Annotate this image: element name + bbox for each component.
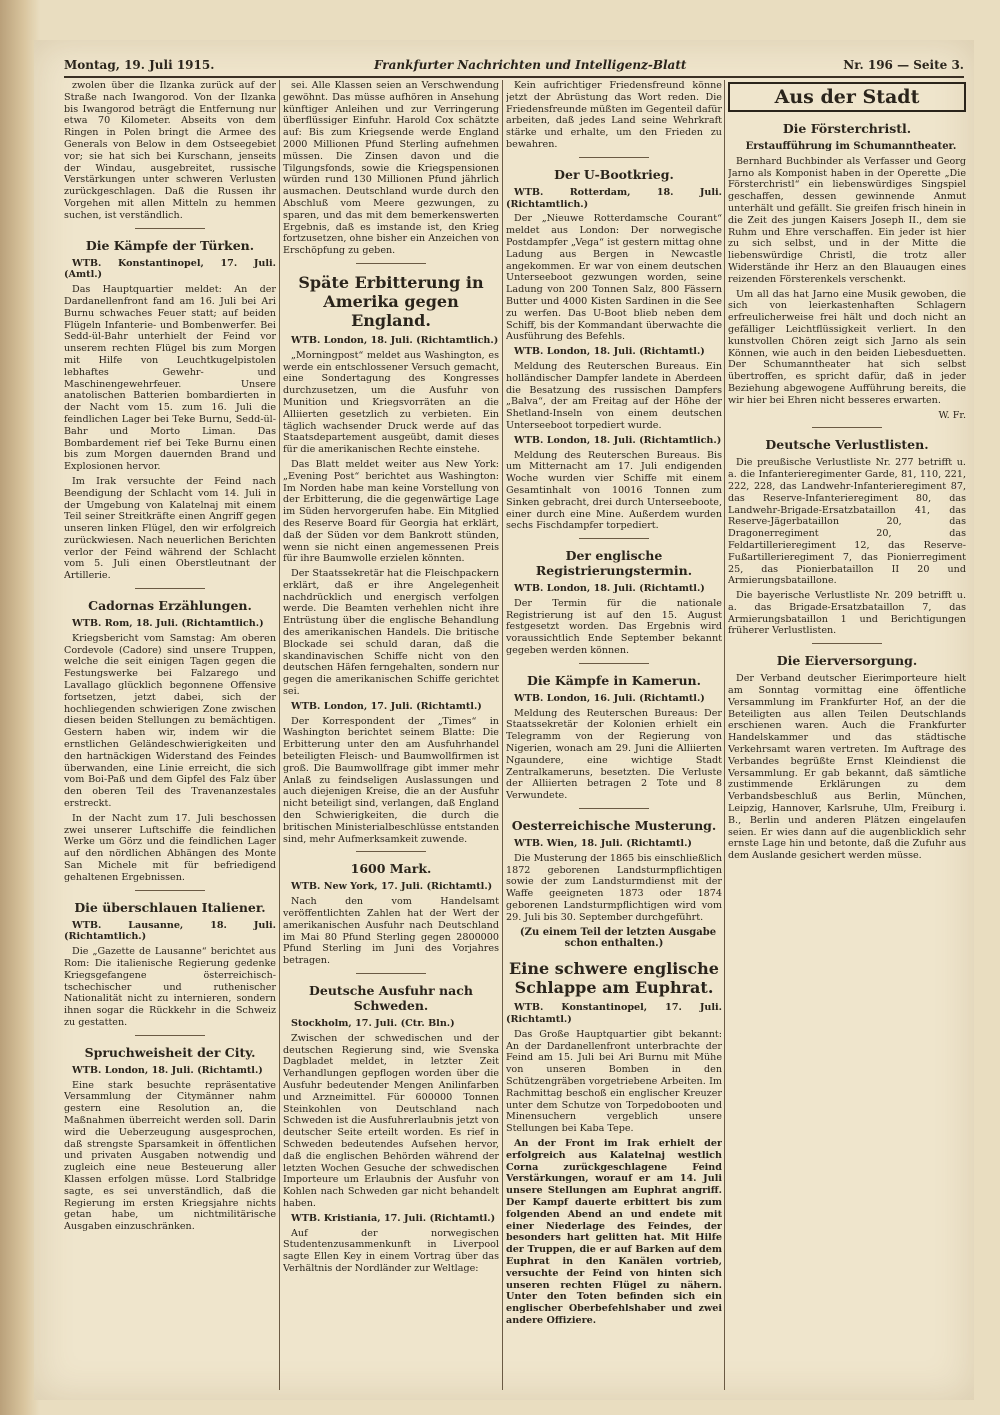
editorial-note: (Zu einem Teil der letzten Ausgabe schon enthalten.) (519, 926, 717, 950)
separator (812, 427, 882, 428)
article-text: Kriegsbericht vom Samstag: Am oberen Cordevole (Cadore) sind unsere Truppen, welche die seit einigen Tagen gegen die Festungswerke bei Falzarego und Lavallago glücklich begonnene Offensive fortsetzen, jetzt dabei, sich der hochliegenden schwierigen Zone zwischen diesen beiden Stellungen zu bemächtigen. Gestern haben wir, indem wir die ernstlichen Geländeschwierigkeiten und den hartnäckigen Widerstand des Feindes überwanden, eine Linie erreicht, die sich vom Boi-Paß und dem Gipfel des Falz über den oberen Teil des Travenanzestales erstreckt. (64, 632, 276, 810)
article-text: Der „Nieuwe Rotterdamsche Courant“ meldet aus London: Der norwegische Postdampfer „Vega“ ist gestern mittag ohne Ladung aus Bergen in Newcastle angekommen. Er war von einem deutschen Unterseeboot gezwungen worden, seine Ladung von 200 Tonnen Salz, 800 Fässern Butter und 4000 Kisten Sardinen in die See zu werfen. Das U-Boot blieb neben dem Schiff, bis der Kommandant überwachte die Ausführung des Befehls. (506, 213, 722, 343)
column-2 (283, 80, 499, 1395)
article-heading: Der englische Registrierungstermin. (535, 548, 693, 579)
dateline: WTB. London, 18. Juli. (Richtamtlich.) (514, 434, 722, 446)
separator (135, 588, 205, 589)
column-4 (728, 80, 966, 1395)
article-text: Auf der norwegischen Studentenzusammenkunft in Liverpool sagte Ellen Key in einem Vortrag über das Verhältnis der Nordländer zur Weltlage: (283, 1227, 499, 1274)
page-header (64, 58, 964, 78)
separator (812, 643, 882, 644)
article-heading: Späte Erbitterung in Amerika gegen England. (298, 272, 484, 330)
article-heading: Spruchweisheit der City. (84, 1044, 256, 1060)
article-text: In der Nacht zum 17. Juli beschossen zwei unserer Luftschiffe die feindlichen Werke um Görz und die feindlichen Lager auf den nördlichen Abhängen des Monte San Michele mit für befriedigend gehaltenen Ergebnissen. (64, 812, 276, 883)
dateline: WTB. Rotterdam, 18. Juli. (Richtamtlich.) (506, 186, 722, 210)
dateline: WTB. London, 18. Juli. (Richtamtl.) (514, 346, 705, 358)
article-text: „Morningpost“ meldet aus Washington, es werde ein entschlossener Versuch gemacht, eine Sondertagung des Kongresses durchzusetzen, um die Ausfuhr von Munition und Kriegsvorräten an die Alliierten gesetzlich zu verbieten. Ein täglich wachsender Druck werde auf das Staatsdepartement ausgeübt, damit dieses für die amerikanischen Rechte einstehe. (283, 349, 499, 456)
header-date: Montag, 19. Juli 1915. (64, 58, 215, 72)
dateline: WTB. Rom, 18. Juli. (Richtamtlich.) (72, 618, 264, 630)
section-box-title: Aus der Stadt (728, 82, 966, 112)
dateline: WTB. London, 18. Juli. (Richtamtl.) (72, 1064, 263, 1076)
separator (356, 263, 426, 264)
column-rule (279, 80, 280, 1390)
separator (356, 851, 426, 852)
dateline: WTB. London, 17. Juli. (Richtamtl.) (291, 700, 482, 712)
article-heading: Die Eierversorgung. (776, 653, 918, 669)
article-text: Um all das hat Jarno eine Musik gewoben, die sich von leierkastenhaften Schlagern erfreulicherweise frei hält und doch nicht an gefälliger Leichtflüssigkeit verliert. In den kunstvollen Chören zeigt sich Jarno als sein Können, wie auch in den beiden Liebesduetten. Der Schumanntheater hat sich selbst übertroffen, es spricht dafür, daß in jeder Beziehung abgewogene Aufführung bereits, die wir hier bei Ehren nicht besseres erwarten. (728, 288, 966, 406)
article-text: An der Front im Irak erhielt der erfolgreich aus Kalatelnaj westlich Corna zurückgeschlagene Feind Verstärkungen, worauf er am 14. Juli unsere Stellungen am Euphrat angriff. Der Kampf dauerte erbittert bis zum folgenden Abend an und endete mit einer Niederlage des Feindes, der besonders hart gelitten hat. Mit Hilfe der Truppen, die er auf Barken auf dem Euphrat in den Kanälen vortrieb, versuchte der Feind von hinten sich unseren rechten Flügel zu nähern. Unter den Toten befinden sich ein englischer Oberbefehlshaber und zwei andere Offiziere. (506, 1137, 722, 1326)
separator (135, 1035, 205, 1036)
article-heading: 1600 Mark. (350, 861, 432, 877)
column-rule (724, 80, 725, 1390)
separator (579, 808, 649, 809)
article-heading: Die Kämpfe in Kamerun. (527, 672, 701, 688)
dateline: WTB. London, 18. Juli. (Richtamtlich.) (291, 334, 499, 346)
article-text: Meldung des Reuterschen Bureaus: Der Staatssekretär der Kolonien erhielt ein Telegramm von der Regierung von Nigerien, wonach am 29. Juni die Alliierten Ngaundere, eine wichtige Stadt Zentralkameruns, besetzten. Die Verluste der Alliierten betragen 2 Tote und 8 Verwundete. (506, 707, 722, 802)
article-text: Bernhard Buchbinder als Verfasser und Georg Jarno als Komponist haben in der Operette „Die Försterchristl“ ein liebenswürdiges Singspiel geschaffen, dessen gewinnende Anmut unterhält und gefällt. Sie greifen frisch hinein in die Zeit des jungen Kaisers Joseph II., dem sie Ruhm und Ehre verschaffen. Ein jeder ist hier zu sich selbst, und in der Mitte die liebenswürdige Christl, die trotz aller Widerstände ihr Herz an den Blauaugen eines reizenden Försterenkels verschenkt. (728, 155, 966, 285)
article-text: Die „Gazette de Lausanne“ berichtet aus Rom: Die italienische Regierung gedenke Kriegsgefangene österreichisch-tschechischer und ruthenischer Nationalität nicht zu internieren, sondern ihnen sogar die Rückkehr in die Schweiz zu gestatten. (64, 946, 276, 1028)
dateline: Stockholm, 17. Juli. (Ctr. Bln.) (291, 1018, 455, 1029)
separator (579, 157, 649, 158)
dateline: WTB. New York, 17. Juli. (Richtamtl.) (291, 881, 493, 893)
article-text: Das Blatt meldet weiter aus New York: „Evening Post“ berichtet aus Washington: Im Norden habe man keine Vorstellung von der Erbitterung, die die gegenwärtige Lage im Süden hervorgerufen habe. Ein Mitglied des Reserve Board für Georgia hat erklärt, daß der Süden vor dem Bankrott stünden, wenn sie nicht einen angemessenen Preis für ihre Baumwolle erzielen könnten. (283, 458, 499, 565)
article-text: zwolen über die Ilzanka zurück auf der Straße nach Iwangorod. Von der Ilzanka bis Iwangorod beträgt die Entfernung nur etwa 70 Kilometer. Abseits von dem Ringen in Polen bringt die Armee des Generals von Below in dem Ostseegebiet vor; sie hat sich bei Kurschann, jenseits der Windau, ausgebreitet, russische Verstärkungen unter schweren Verlusten zurückgeschlagen. Daß die Russen ihr Vorgehen mit allen Mitteln zu hemmen suchen, ist verständlich. (64, 80, 276, 221)
article-heading: Oesterreichische Musterung. (511, 818, 717, 834)
article-text: Der Termin für die nationale Registrierung ist auf den 15. August festgesetzt worden. Das Ergebnis wird voraussichtlich Ende September bekannt gegeben werden können. (506, 597, 722, 657)
article-text: Eine stark besuchte repräsentative Versammlung der Citymänner nahm gestern eine Resolution an, die Maßnahmen überreicht werden soll. Darin wird die Ueberzeugung ausgesprochen, daß strengste Sparsamkeit in öffentlichen und privaten Ausgaben notwendig und zugleich eine neue Besteuerung aller Klassen erfolgen müsse. Lord Stalbridge sagte, es sei unverständlich, daß die Regierung im ersten Kriegsjahre nichts getan habe, um nichtmilitärische Ausgaben einzuschränken. (64, 1079, 276, 1233)
column-rule (502, 80, 503, 1390)
dateline: WTB. Konstantinopel, 17. Juli. (Amtl.) (64, 257, 276, 281)
article-text: Zwischen der schwedischen und der deutschen Regierung sind, wie Svenska Dagbladet meldet, in letzter Zeit Verhandlungen gepflogen worden über die Ausfuhr bedeutender Mengen Anilinfarben und Arzneimittel. Für 600000 Tonnen Steinkohlen von Deutschland nach Schweden ist die Ausfuhrerlaubnis jetzt von deutscher Seite erteilt worden. Es rief in Schweden bedeutendes Aufsehen hervor, daß die englischen Behörden während der letzten Wochen Gesuche der schwedischen Importeure um Erlaubnis der Ausfuhr von Kohlen nach Schweden gar nicht behandelt haben. (283, 1032, 499, 1209)
article-heading: Die Kämpfe der Türken. (85, 237, 255, 253)
article-text: Die bayerische Verlustliste Nr. 209 betrifft u. a. das Brigade-Ersatzbataillon 7, das Armierungsbataillon 1 und Berichtigungen früherer Verlustlisten. (728, 590, 966, 637)
column-3 (506, 80, 722, 1395)
article-subheading: Erstaufführung im Schumanntheater. (745, 141, 957, 152)
article-text: Der Korrespondent der „Times“ in Washington berichtet seinem Blatte: Die Erbitterung unter den am Ausfuhrhandel beteiligten Fleisch- und Baumwollfirmen ist groß. Die Baumwollfrage gibt immer mehr Anlaß zu feindseligen Auslassungen und auch diejenigen Kreise, die an der Ausfuhr nicht beteiligt sind, verlangen, daß England den Schwierigkeiten, die durch die britischen Ministerialbeschlüsse entstanden sind, mehr Aufmerksamkeit zuwende. (283, 715, 499, 845)
column-1 (64, 80, 276, 1395)
article-text: Die preußische Verlustliste Nr. 277 betrifft u. a. die Infanterieregimenter Garde, 81, 110, 221, 222, 228, das Landwehr-Infanterieregiment 87, das Reserve-Infanterieregiment 80, das Landwehr-Brigade-Ersatzbataillon 41, das Reserve-Jägerbataillon 20, das Dragonerregiment 20, das Feldartillerieregiment 12, das Reserve-Fußartillerieregiment 7, das Pionierregiment 25, das Pionierbataillon II 20 und Armierungsbataillone. (728, 457, 966, 587)
dateline: WTB. London, 16. Juli. (Richtamtl.) (514, 692, 705, 704)
article-text: Nach den vom Handelsamt veröffentlichten Zahlen hat der Wert der amerikanischen Ausfuhr nach Deutschland im Mai 80 Pfund Sterling gegen 2800000 Pfund Sterling im Juni des Vorjahres betragen. (283, 896, 499, 967)
author-signature: W. Fr. (938, 409, 966, 421)
separator (135, 228, 205, 229)
header-page-number: Nr. 196 — Seite 3. (843, 58, 964, 72)
separator (356, 973, 426, 974)
dateline: WTB. Konstantinopel, 17. Juli. (Richtamtl.) (506, 1002, 722, 1026)
separator (579, 538, 649, 539)
article-heading: Deutsche Verlustlisten. (765, 437, 929, 453)
article-text: Kein aufrichtiger Friedensfreund könne jetzt der Abrüstung das Wort reden. Die Friedensfreunde müßten im Gegenteil dafür arbeiten, daß jedes Land seine Wehrkraft stärke und erhalte, um den Frieden zu bewahren. (506, 80, 722, 150)
article-text: Die Musterung der 1865 bis einschließlich 1872 geborenen Landsturmpflichtigen sowie der zum Landsturmdienst mit der Waffe geeigneten 1873 oder 1874 geborenen Landsturmpflichtigen wird vom 29. Juli bis 30. September durchgeführt. (506, 852, 722, 923)
article-heading: Eine schwere englische Schlappe am Euphrat. (509, 959, 719, 998)
article-text: Das Große Hauptquartier gibt bekannt: An der Dardanellenfront unterbrachte der Feind am 15. Juli bei Ari Burnu mit Mühe von unseren Bomben in den Schützengräben vorgetriebene Arbeiten. Im Rachmittag beschoß ein englischer Kreuzer unter dem Schutze von Torpedobooten und Minensuchern vergeblich unsere Stellungen bei Kaba Tepe. (506, 1028, 722, 1135)
dateline: WTB. London, 18. Juli. (Richtamtl.) (514, 583, 705, 595)
dateline: WTB. Lausanne, 18. Juli. (Richtamtlich.) (64, 919, 276, 943)
article-heading: Der U-Bootkrieg. (554, 166, 674, 182)
article-text: Meldung des Reuterschen Bureaus. Ein holländischer Dampfer landete in Aberdeen die Besatzung des russischen Dampfers „Balva“, der am Freitag auf der Höhe der Shetland-Inseln von einem deutschen Unterseeboot torpediert wurde. (506, 360, 722, 431)
article-text: Das Hauptquartier meldet: An der Dardanellenfront fand am 16. Juli bei Ari Burnu schwaches Feuer statt; auf beiden Flügeln Infanterie- und Bombenwerfer. Bei Sedd-ül-Bahr unterhielt der Feind vor unserem rechten Flügel bis zum Morgen mit Hilfe von Leuchtkugelpistolen lebhaftes Gewehr- und Maschinengewehrfeuer. Unsere anatolischen Batterien bombardierten in der Nacht vom 15. zum 16. Juli die feindlichen Lager bei Teke Burnu, Sedd-ül-Bahr und Morto Liman. Das Bombardement rief bei Teke Burnu einen bis zum Morgen dauernden Brand und Explosionen hervor. (64, 284, 276, 473)
article-heading: Die überschlauen Italiener. (74, 899, 266, 915)
article-heading: Cadornas Erzählungen. (88, 598, 252, 614)
separator (135, 890, 205, 891)
article-heading: Deutsche Ausfuhr nach Schweden. (309, 983, 473, 1013)
article-text: Im Irak versuchte der Feind nach Beendigung der Schlacht vom 14. Juli in der Umgebung von Kalatelnaj mit einem Teil seiner Streitkräfte einen Angriff gegen unseren linken Flügel, den wir erfolgreich zurückwiesen. Nach neuerlichen Berichten verlor der Feind während der Schlacht vom 5. Juli einen Oberstleutnant der Artillerie. (64, 475, 276, 582)
article-heading: Die Försterchristl. (782, 121, 912, 136)
article-text: Der Staatssekretär hat die Fleischpackern erklärt, daß er ihre Angelegenheit nachdrücklich und energisch verfolgen werde. Die Beamten verhehlen nicht ihre Entrüstung über die englische Behandlung des amerikanischen Handels. Die britische Blockade sei schuld daran, daß die skandinavischen Schiffe nicht von den deutschen Häfen ferngehalten, sondern nur gegen die amerikanischen Schiffe gerichtet sei. (283, 568, 499, 698)
separator (579, 663, 649, 664)
article-text: Der Verband deutscher Eierimporteure hielt am Sonntag vormittag eine öffentliche Versammlung im Frankfurter Hof, an der die Beteiligten aus allen Teilen Deutschlands erschienen waren. Auch die Frankfurter Handelskammer und das städtische Verkehrsamt waren vertreten. Im Auftrage des Verbandes begrüßte Ernst Kleindienst die Versammlung. Er gab bekannt, daß sämtliche zustimmende Erklärungen zu dem Verbandsbeschluß aus Berlin, München, Leipzig, Hannover, Karlsruhe, Ulm, Freiburg i. B., Berlin und anderen Plätzen eingelaufen seien. Er wies dann auf die augenblicklich sehr ernste Lage hin und betonte, daß die Zufuhr aus dem Auslande gesichert werden müsse. (728, 673, 966, 862)
dateline: WTB. Wien, 18. Juli. (Richtamtl.) (514, 838, 692, 850)
article-text: Meldung des Reuterschen Bureaus. Bis um Mitternacht am 17. Juli endigenden Woche wurden vier Schiffe mit einem Gesamtinhalt von 10016 Tonnen zum Sinken gebracht, drei durch Unterseeboote, einer durch eine Mine. Außerdem wurden sechs Fischdampfer torpediert. (506, 449, 722, 532)
article-text: sei. Alle Klassen seien an Verschwendung gewöhnt. Das müsse aufhören in Ansehung künftiger Anleihen und zur Verringerung überflüssiger Einfuhr. Harold Cox schätzte auf: Bis zum Kriegsende werde England 2000 Millionen Pfund Sterling aufnehmen müssen. Die Zinsen davon und die Tilgungsfonds, sowie die Kriegspensionen würden rund 130 Millionen Pfund jährlich ausmachen. Deutschland wurde durch den Abschluß vom Meere gezwungen, zu sparen, und das mit dem bemerkenswerten Ergebnis, daß es imstande ist, den Krieg fortzusetzen, ohne bisher ein Anzeichen von Erschöpfung zu geben. (283, 80, 499, 257)
header-paper-title: Frankfurter Nachrichten und Intelligenz-Blatt (374, 58, 687, 72)
dateline: WTB. Kristiania, 17. Juli. (Richtamtl.) (291, 1212, 496, 1224)
